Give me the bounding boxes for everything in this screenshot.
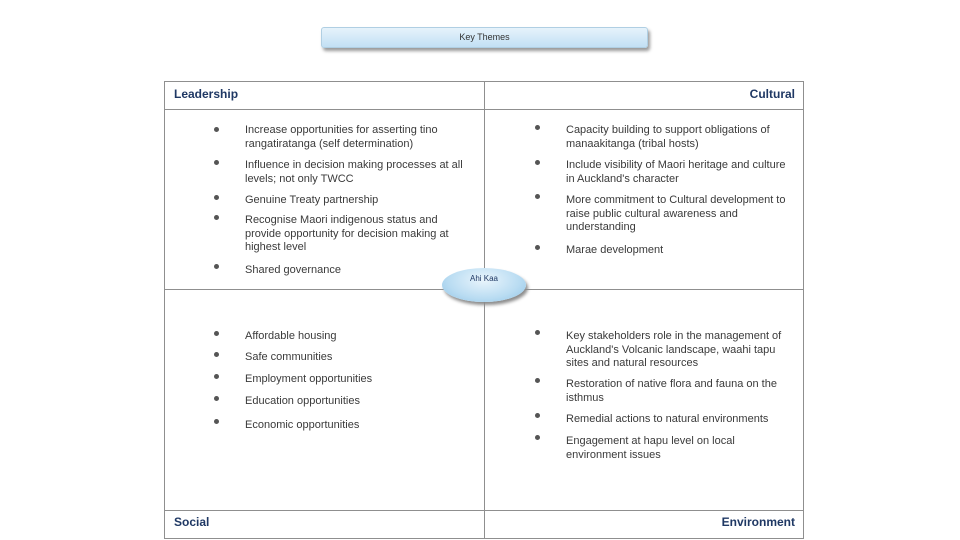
leadership-label: Leadership [174, 87, 239, 101]
ahi-kaa-center: Ahi Kaa [442, 268, 526, 302]
leadership-item: Recognise Maori indigenous status and provide opportunity for decision making at highest level [245, 214, 449, 253]
bullet-icon [214, 352, 219, 357]
bullet-icon [214, 215, 219, 220]
bullet-icon [214, 160, 219, 165]
vertical-divider [484, 81, 485, 539]
leadership-item: Genuine Treaty partnership [245, 194, 379, 206]
bullet-icon [535, 435, 540, 440]
bullet-icon [535, 245, 540, 250]
bullet-icon [214, 195, 219, 200]
environment-label: Environment [721, 515, 795, 529]
cultural-item: Marae development [566, 244, 664, 256]
social-item: Employment opportunities [245, 373, 373, 385]
social-item: Economic opportunities [245, 419, 360, 431]
key-themes-title: Key Themes [321, 27, 648, 48]
leadership-item: Influence in decision making processes at all levels; not only TWCC [245, 159, 463, 185]
bullet-icon [214, 331, 219, 336]
environment-item: Remedial actions to natural environments [566, 413, 769, 425]
bullet-icon [535, 194, 540, 199]
cultural-label: Cultural [749, 87, 795, 101]
footer-divider [164, 510, 804, 511]
social-item: Safe communities [245, 351, 333, 363]
cultural-item: More commitment to Cultural development to raise public cultural awareness and understanding [566, 194, 786, 233]
bullet-icon [535, 160, 540, 165]
bullet-icon [535, 413, 540, 418]
social-item: Affordable housing [245, 330, 337, 342]
bullet-icon [214, 264, 219, 269]
bullet-icon [214, 419, 219, 424]
cultural-item: Capacity building to support obligations of manaakitanga (tribal hosts) [566, 124, 770, 150]
cultural-item: Include visibility of Maori heritage and culture in Auckland's character [566, 159, 786, 185]
environment-item: Key stakeholders role in the management of Auckland's Volcanic landscape, waahi tapu sites and natural resources [566, 330, 782, 369]
social-label: Social [174, 515, 210, 529]
bullet-icon [535, 378, 540, 383]
bullet-icon [535, 330, 540, 335]
bullet-icon [214, 396, 219, 401]
leadership-item: Increase opportunities for asserting tino rangatiratanga (self determination) [245, 124, 438, 150]
bullet-icon [535, 125, 540, 130]
bullet-icon [214, 127, 219, 132]
leadership-item: Shared governance [245, 264, 342, 276]
header-divider [164, 109, 804, 110]
bullet-icon [214, 374, 219, 379]
environment-item: Restoration of native flora and fauna on the isthmus [566, 378, 777, 404]
social-item: Education opportunities [245, 395, 360, 407]
environment-item: Engagement at hapu level on local environment issues [566, 435, 735, 461]
